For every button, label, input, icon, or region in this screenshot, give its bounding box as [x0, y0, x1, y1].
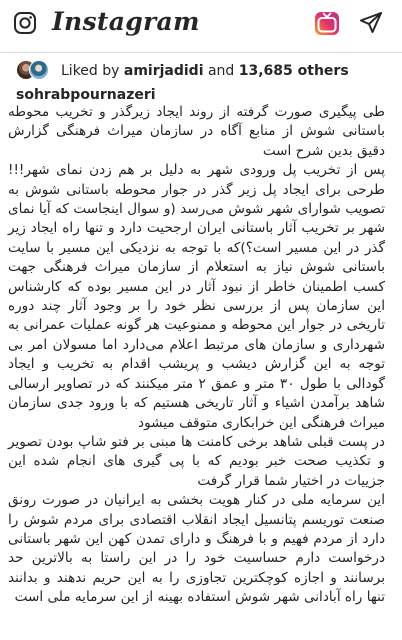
- send-icon[interactable]: [359, 11, 383, 35]
- app-title: Instagram: [52, 7, 200, 36]
- liker-avatars: [16, 59, 56, 83]
- caption-paragraph: این سرمایه ملی در کنار هویت بخشی به ایرانیان در صورت رونق صنعت توریسم پتانسیل ایجاد انقلاب اقتصادی برای مردم شوش را دارد از مردم فهیم و با فرهنگ و دارای تمدن کهن این شهر باستانی درخواست دارم حساسیت خود را در این راستا به بالاترین حد برسانند و اجازه کوچکترین تجاوزی را به این حریم ندهند و بدانند تنها راه آبادانی شهر شوش استفاده بهینه از این سرمایه ملی است: [8, 492, 385, 606]
- post-caption: [8, 103, 385, 608]
- liker-username[interactable]: amirjadidi: [123, 63, 204, 79]
- caption-paragraph: در پست قبلی شاهد برخی کامنت ها مبنی بر فتو شاپ بودن تصویر و تکذیب صحت خبر بودیم که با پی گیری های انجام شده این جزییات در اختیار شما قرار گرفت: [8, 433, 385, 489]
- avatar: [29, 60, 49, 80]
- likes-row[interactable]: [16, 59, 396, 83]
- likes-prefix: Liked by: [61, 63, 124, 79]
- camera-icon[interactable]: [13, 11, 37, 35]
- likes-count[interactable]: 13,685 others: [238, 63, 349, 79]
- top-bar: [0, 0, 402, 48]
- likes-conjunction: and: [203, 63, 239, 79]
- igtv-icon[interactable]: [313, 9, 341, 37]
- top-bar-divider: [0, 52, 402, 53]
- caption-paragraph: پس از تخریب پل ورودی شهر به دلیل بر هم زدن نمای شهر!!!طرحی برای ایجاد پل زیر گذر در جوار محوطه باستانی شوش به تصویب شوارای شهر شوش می‌رسد (و سوال اینجاست که آیا نمای شهر بر تخریب آثار باستانی ایران ارجحیت دارد و تنها راه ایجاد زیر گذر در این مسیر است؟)که با توجه به نزدیکی این مسیر با سایت باستانی شوش نیاز به استعلام از سازمان میراث فرهنگی جهت کسب اطمینان خاطر از نبود آثار در این مسیر بوده که کارشناس این سازمان پس از بررسی نظر خود را بر وجود آثار چند دوره تاریخی در جوار این محوطه و ممنوعیت هر گونه عملیات عمرانی به شهرداری و سازمان های مرتبط اعلام می‌دارد اما مسولان امر بی توجه به این گزارش دیشب و پریشب اقدام به تخریب و ایجاد گودالی با طول ۳۰ متر و عمق ۲ متر میکنند که در تصاویر ارسالی شاهد برآمدن اشیاء و آثار تاریخی هستیم که با ورود جدی سازمان میراث فرهنگی این خرابکاری متوقف میشود: [8, 162, 386, 431]
- caption-paragraph: طی پیگیری صورت گرفته از روند ایجاد زیرگذر و تخریب محوطه باستانی شوش از منابع آگاه در سازمان میراث فرهنگی گزارش دقیق بدین شرح است: [8, 104, 385, 159]
- post-username[interactable]: sohrabpournazeri: [16, 87, 156, 103]
- likes-summary[interactable]: [61, 62, 349, 80]
